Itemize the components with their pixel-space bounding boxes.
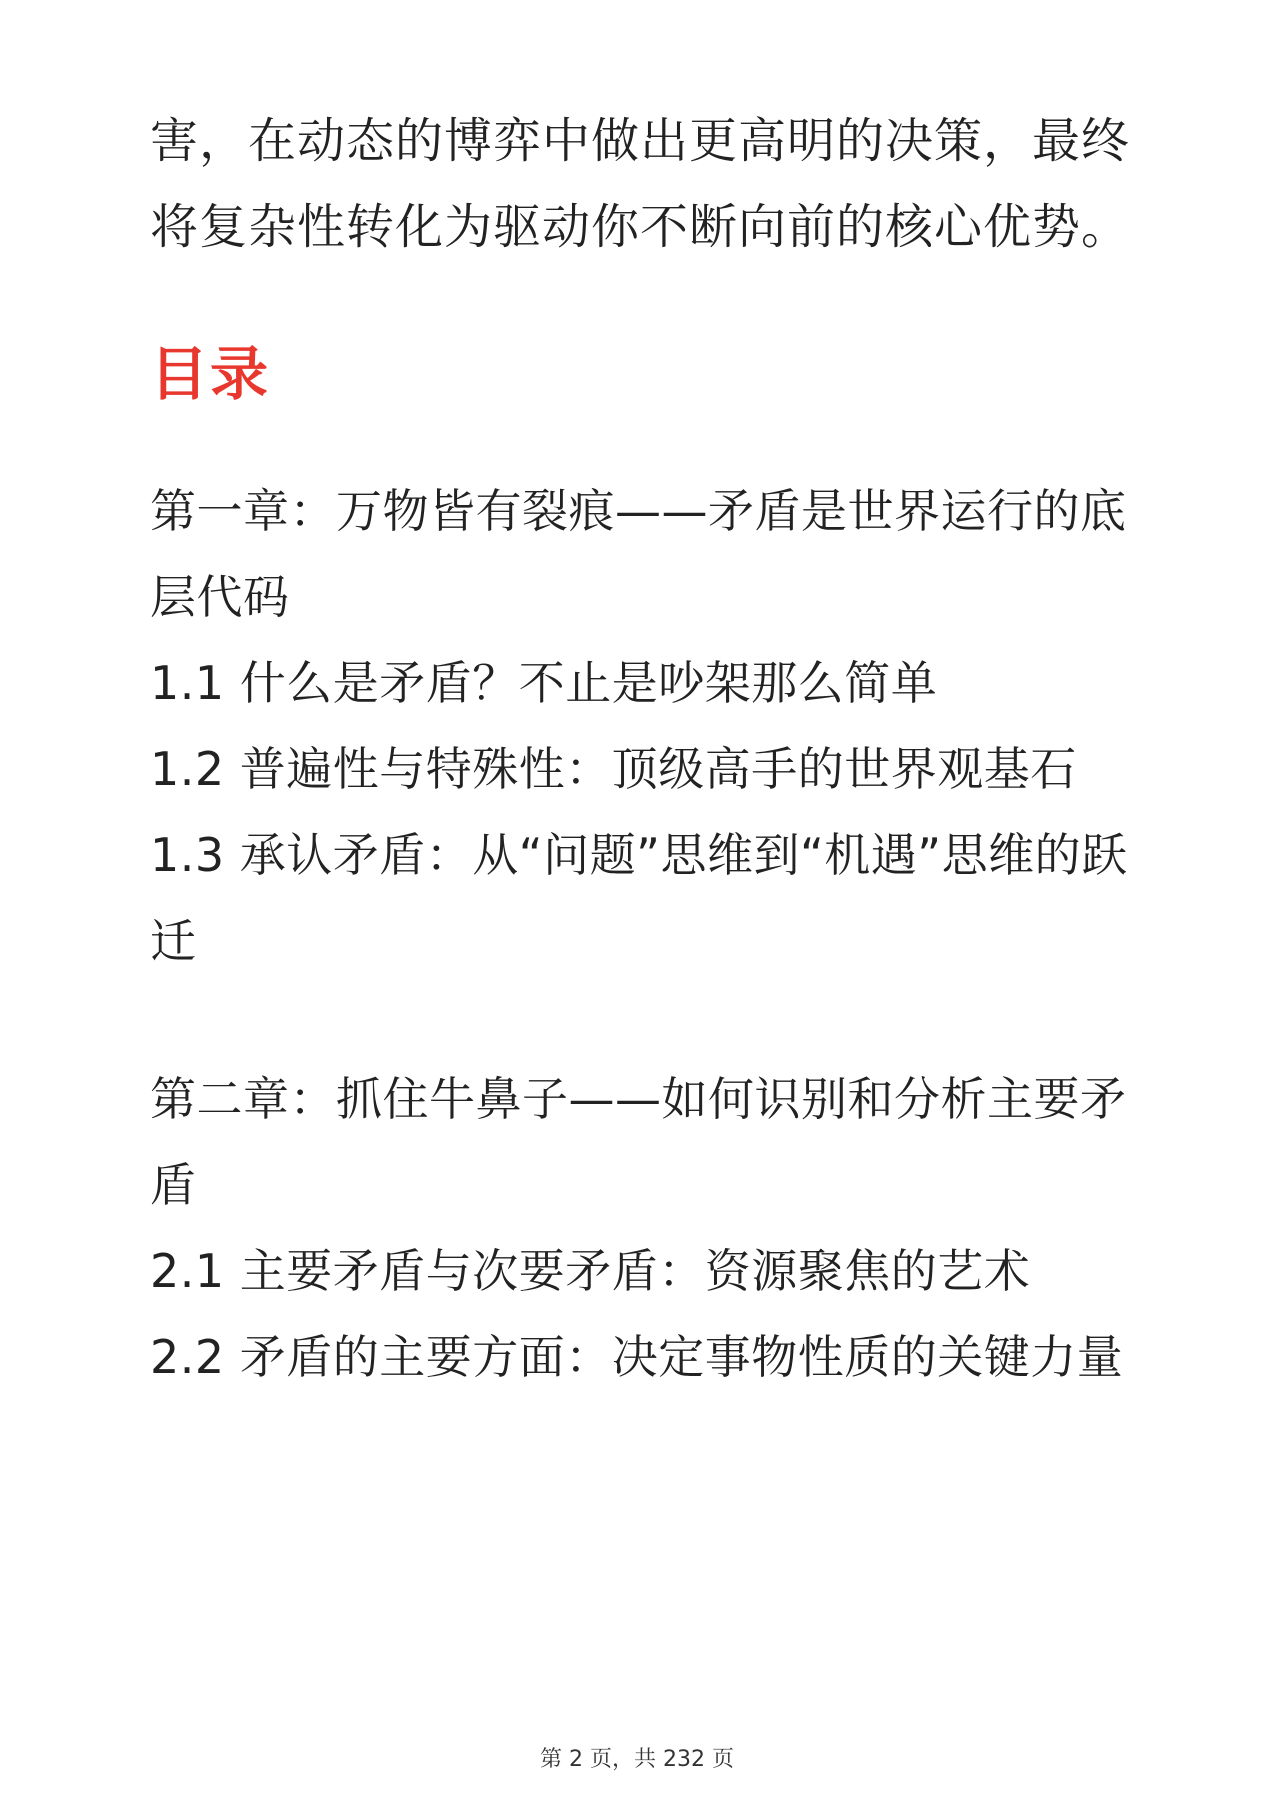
toc-section-1-1[interactable]: 1.1 什么是矛盾？不止是吵架那么简单 — [150, 656, 938, 710]
page-number-footer: 第 2 页，共 232 页 — [540, 1747, 734, 1772]
document-page — [150, 98, 1135, 1400]
toc-section-2-2[interactable]: 2.2 矛盾的主要方面：决定事物性质的关键力量 — [150, 1330, 1124, 1384]
toc-list — [150, 468, 1135, 1400]
toc-section-1-2[interactable]: 1.2 普遍性与特殊性：顶级高手的世界观基石 — [150, 742, 1077, 796]
toc-heading: 目录 — [150, 340, 271, 408]
toc-section-1-3[interactable]: 1.3 承认矛盾：从“问题”思维到“机遇”思维的跃迁 — [150, 828, 1128, 968]
intro-paragraph: 害，在动态的博弈中做出更高明的决策，最终将复杂性转化为驱动你不断向前的核心优势。 — [150, 113, 1131, 255]
toc-section-2-1[interactable]: 2.1 主要矛盾与次要矛盾：资源聚焦的艺术 — [150, 1244, 1031, 1298]
toc-chapter-1[interactable]: 第一章：万物皆有裂痕——矛盾是世界运行的底层代码 — [150, 484, 1127, 624]
toc-chapter-2[interactable]: 第二章：抓住牛鼻子——如何识别和分析主要矛盾 — [150, 1072, 1127, 1212]
